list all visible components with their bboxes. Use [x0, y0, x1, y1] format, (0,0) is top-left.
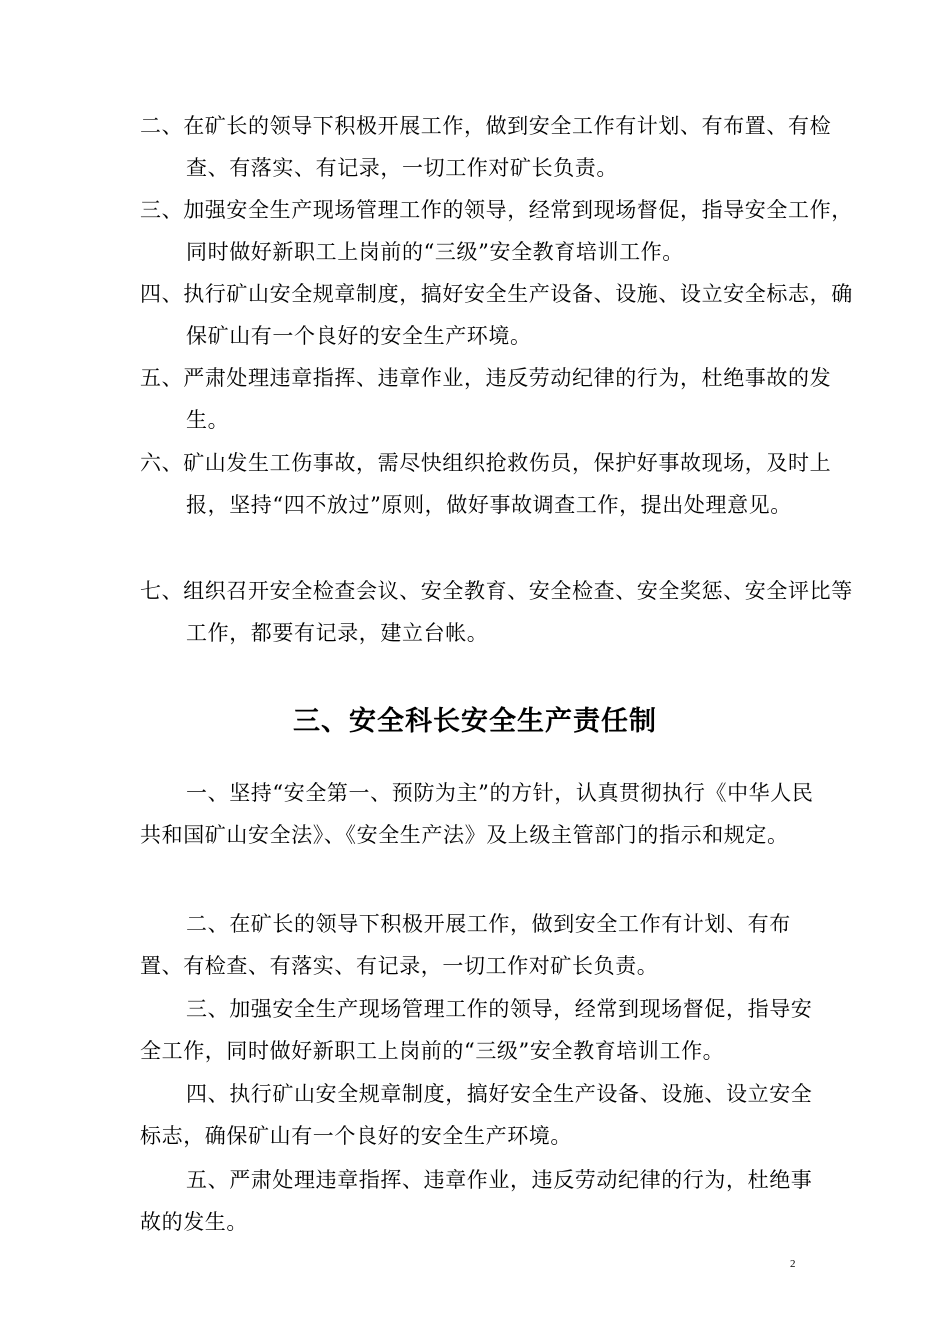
- page-number: 2: [790, 1258, 796, 1270]
- section-title: 三、安全科长安全生产责任制: [293, 706, 657, 737]
- list-item: 七、组织召开安全检查会议、安全教育、安全检查、安全奖惩、安全评比等工作，都要有记录，建立台帐。: [140, 579, 853, 645]
- list-item: 二、在矿长的领导下积极开展工作，做到安全工作有计划、有布置、有检查、有落实、有记录，一切工作对矿长负责。: [140, 114, 832, 180]
- paragraph: 五、严肃处理违章指挥、违章作业，违反劳动纪律的行为，杜绝事故的发生。: [140, 1168, 813, 1234]
- list-item: 五、严肃处理违章指挥、违章作业，违反劳动纪律的行为，杜绝事故的发生。: [140, 366, 832, 432]
- list-item: 六、矿山发生工伤事故，需尽快组织抢救伤员，保护好事故现场，及时上报，坚持“四不放过”原则，做好事故调查工作，提出处理意见。: [140, 451, 832, 517]
- list-item: 四、执行矿山安全规章制度，搞好安全生产设备、设施、设立安全标志，确保矿山有一个良好的安全生产环境。: [140, 282, 853, 348]
- paragraph: 二、在矿长的领导下积极开展工作，做到安全工作有计划、有布置、有检查、有落实、有记录，一切工作对矿长负责。: [140, 912, 791, 978]
- paragraph: 一、坚持“安全第一、预防为主”的方针，认真贯彻执行《中华人民共和国矿山安全法》、《安全生产法》及上级主管部门的指示和规定。: [140, 781, 814, 847]
- list-item: 三、加强安全生产现场管理工作的领导，经常到现场督促，指导安全工作，同时做好新职工上岗前的“三级”安全教育培训工作。: [140, 198, 853, 264]
- paragraph: 四、执行矿山安全规章制度，搞好安全生产设备、设施、设立安全标志，确保矿山有一个良好的安全生产环境。: [140, 1082, 813, 1148]
- paragraph: 三、加强安全生产现场管理工作的领导，经常到现场督促，指导安全工作，同时做好新职工上岗前的“三级”安全教育培训工作。: [140, 997, 813, 1063]
